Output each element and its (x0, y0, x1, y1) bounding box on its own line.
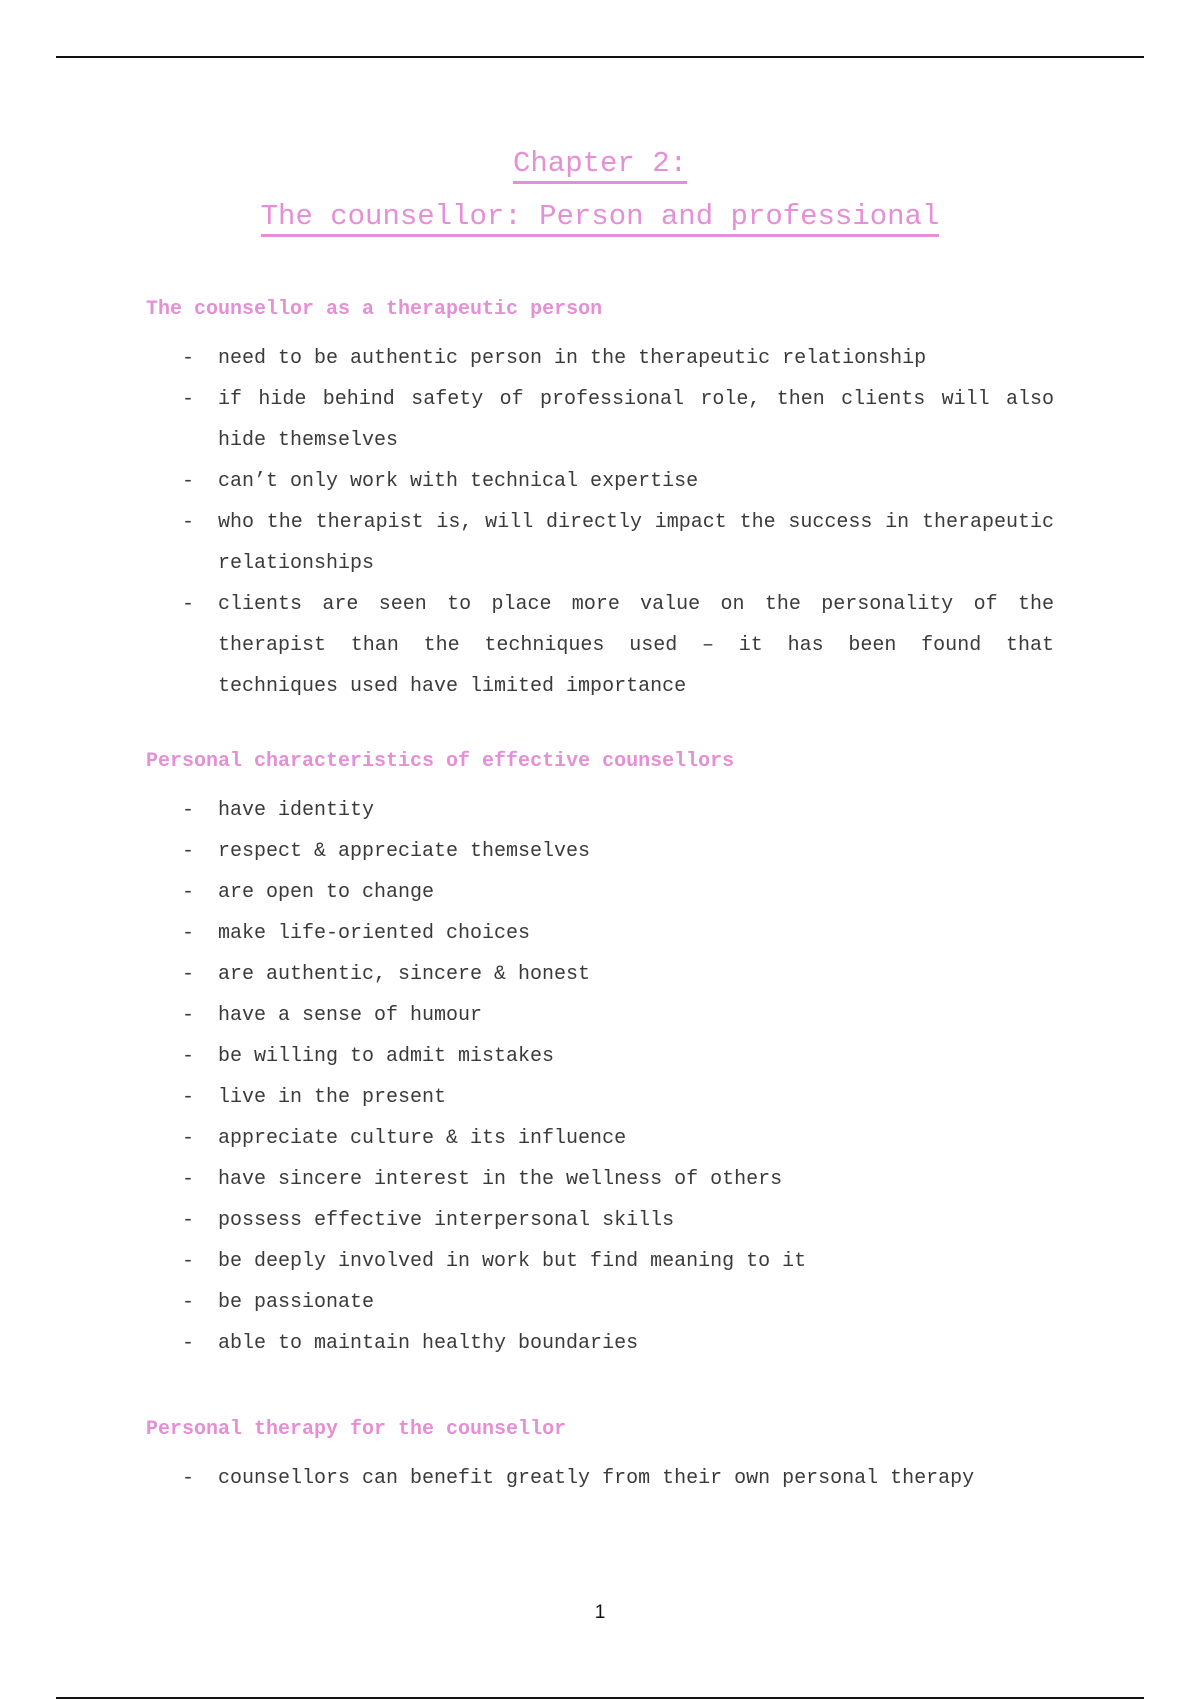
list-item: - clients are seen to place more value on the personality of the therapist than the techniques used – it has been found that techniques used have limited importance (182, 593, 1054, 698)
chapter-label: Chapter 2: (0, 146, 1200, 182)
list-item: - live in the present (182, 1086, 447, 1109)
section-therapeutic-person (146, 298, 1066, 707)
page-number: 1 (594, 1602, 606, 1623)
list-item: - counsellors can benefit greatly from their own personal therapy (182, 1467, 975, 1490)
bullet-list (146, 790, 1066, 1364)
bullet-list (146, 338, 1066, 707)
section-personal-therapy (146, 1418, 1066, 1499)
list-item: - need to be authentic person in the therapeutic relationship (182, 347, 927, 370)
list-item: - be passionate (182, 1291, 375, 1314)
chapter-title: The counsellor: Person and professional (0, 199, 1200, 235)
section-heading: Personal therapy for the counsellor (146, 1418, 567, 1441)
list-item: - appreciate culture & its influence (182, 1127, 627, 1150)
section-heading: Personal characteristics of effective counsellors (146, 750, 735, 773)
list-item: - be willing to admit mistakes (182, 1045, 555, 1068)
bullet-list (146, 1458, 1066, 1499)
section-heading: The counsellor as a therapeutic person (146, 298, 603, 321)
list-item: - able to maintain healthy boundaries (182, 1332, 639, 1355)
list-item: - be deeply involved in work but find meaning to it (182, 1250, 807, 1273)
list-item: - can’t only work with technical expertise (182, 470, 699, 493)
list-item: - have sincere interest in the wellness of others (182, 1168, 783, 1191)
list-item: - have identity (182, 799, 375, 822)
section-personal-characteristics (146, 750, 1066, 1364)
list-item: - are authentic, sincere & honest (182, 963, 591, 986)
list-item: - who the therapist is, will directly impact the success in therapeutic relationships (182, 511, 1054, 575)
bottom-rule (56, 1697, 1144, 1699)
list-item: - respect & appreciate themselves (182, 840, 591, 863)
list-item: - possess effective interpersonal skills (182, 1209, 675, 1232)
top-rule (56, 56, 1144, 58)
list-item: - have a sense of humour (182, 1004, 483, 1027)
list-item: - make life-oriented choices (182, 922, 531, 945)
list-item: - if hide behind safety of professional role, then clients will also hide themselves (182, 388, 1054, 452)
list-item: - are open to change (182, 881, 435, 904)
